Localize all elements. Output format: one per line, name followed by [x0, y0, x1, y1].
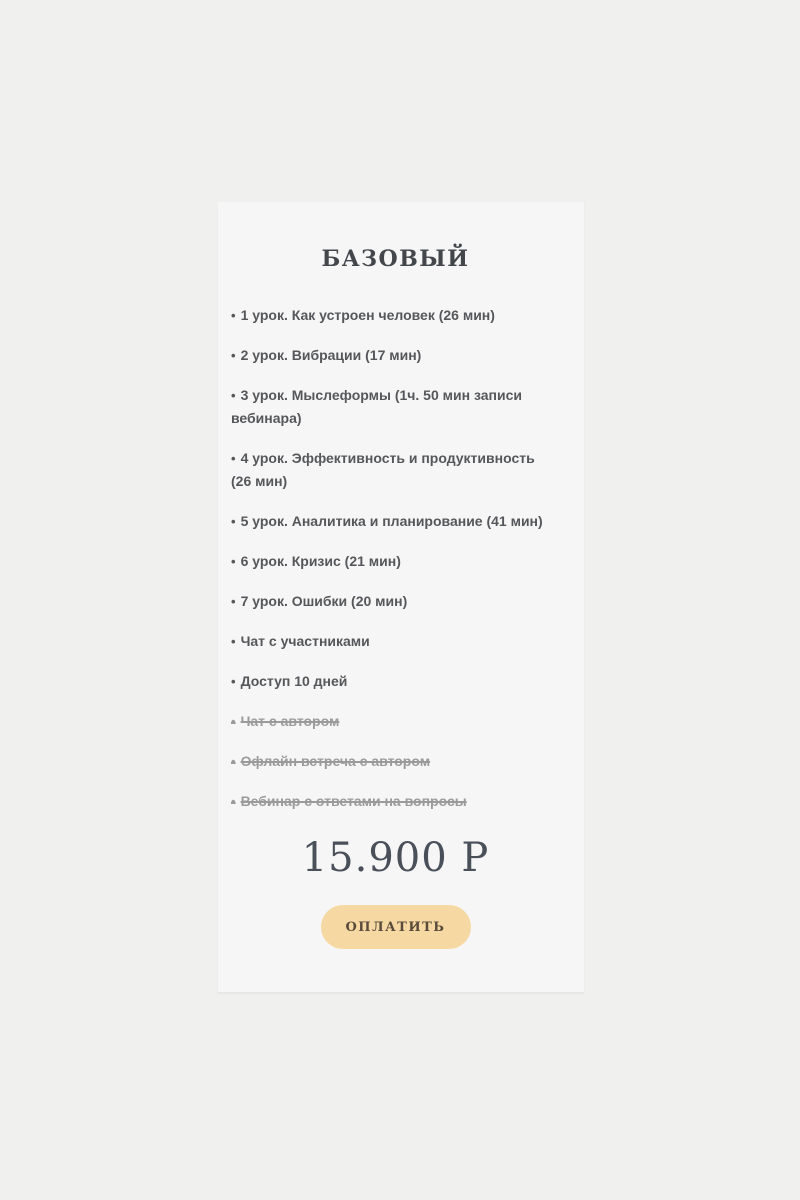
bullet-icon: • [231, 794, 236, 809]
feature-text: 1 урок. Как устроен человек (26 мин) [240, 307, 495, 323]
pricing-card-basic [218, 202, 584, 993]
feature-item [231, 510, 548, 533]
feature-text: 2 урок. Вибрации (17 мин) [240, 347, 422, 363]
feature-text: Вебинар с ответами на вопросы [240, 793, 467, 809]
feature-text: Чат с автором [240, 713, 340, 729]
feature-text: 3 урок. Мыслеформы (1ч. 50 мин записи вебинара) [231, 387, 522, 426]
bullet-icon: • [231, 388, 236, 403]
feature-item [231, 447, 548, 493]
feature-text: 6 урок. Кризис (21 мин) [240, 553, 401, 569]
feature-item [231, 630, 548, 653]
feature-item [231, 384, 548, 430]
feature-text: 7 урок. Ошибки (20 мин) [240, 593, 408, 609]
feature-item [231, 304, 548, 327]
bullet-icon: • [231, 308, 236, 323]
feature-item [231, 550, 548, 573]
bullet-icon: • [231, 348, 236, 363]
pay-button[interactable]: ОПЛАТИТЬ [321, 905, 471, 949]
bullet-icon: • [231, 554, 236, 569]
feature-text: 4 урок. Эффективность и продуктивность (26 мин) [231, 450, 535, 489]
bullet-icon: • [231, 674, 236, 689]
feature-item-excluded [231, 790, 548, 813]
card-title: БАЗОВЫЙ [321, 246, 470, 272]
feature-item [231, 590, 548, 613]
feature-item [231, 670, 548, 693]
bullet-icon: • [231, 594, 236, 609]
bullet-icon: • [231, 634, 236, 649]
feature-item-excluded [231, 710, 548, 733]
feature-list [231, 304, 560, 813]
feature-item [231, 344, 548, 367]
price-label: 15.900 Р [301, 835, 490, 881]
feature-item-excluded [231, 750, 548, 773]
bullet-icon: • [231, 754, 236, 769]
feature-text: Чат с участниками [240, 633, 370, 649]
bullet-icon: • [231, 451, 236, 466]
feature-text: Доступ 10 дней [240, 673, 348, 689]
bullet-icon: • [231, 714, 236, 729]
feature-text: 5 урок. Аналитика и планирование (41 мин) [240, 513, 543, 529]
feature-text: Офлайн встреча с автором [240, 753, 431, 769]
bullet-icon: • [231, 514, 236, 529]
